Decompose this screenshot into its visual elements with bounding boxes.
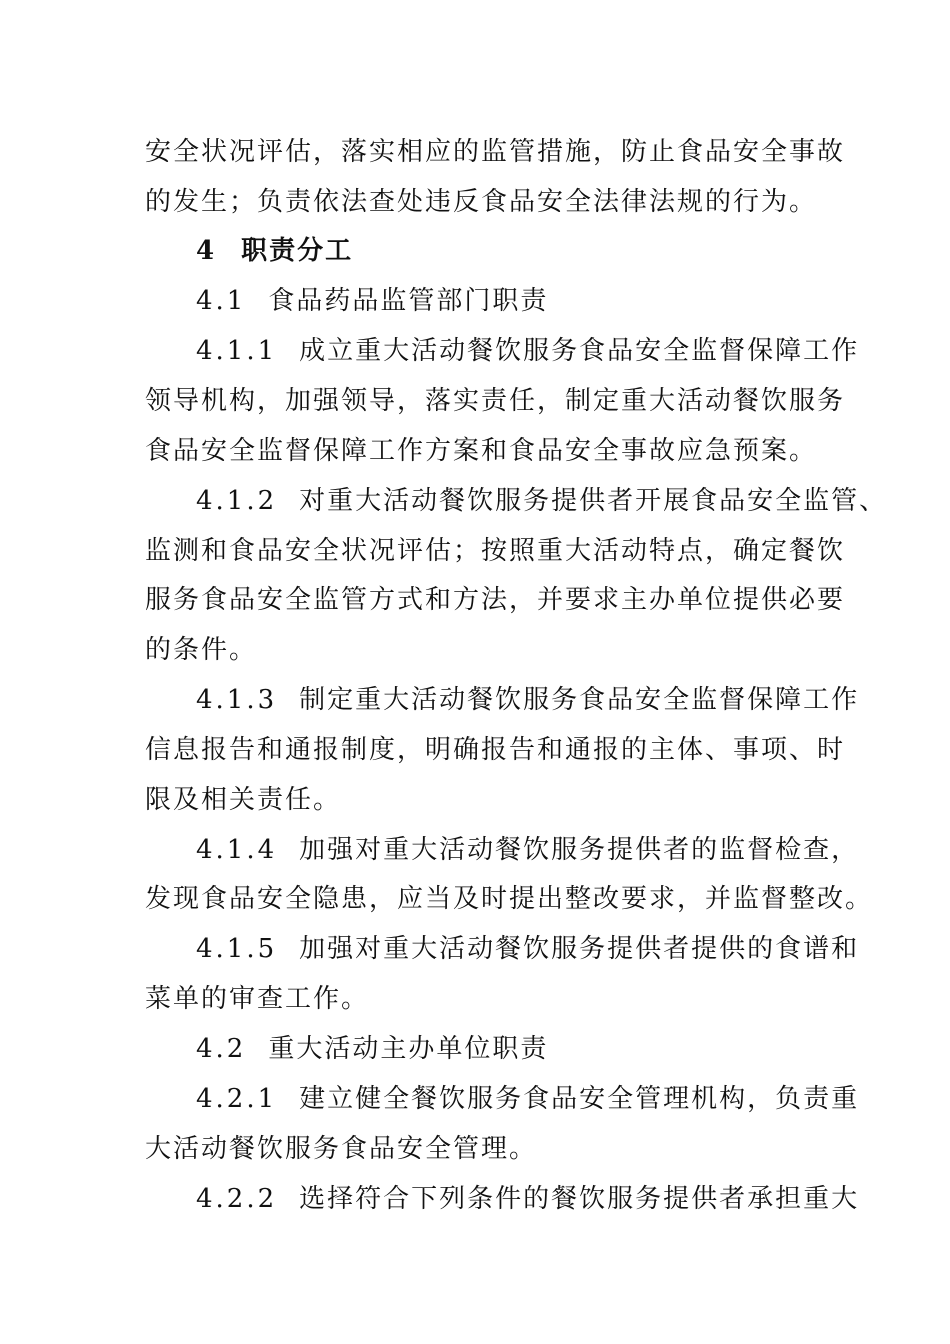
text-line: 信息报告和通报制度，明确报告和通报的主体、事项、时 bbox=[145, 735, 846, 765]
clause-number: 4.2.1 bbox=[196, 1084, 278, 1114]
text-line: 菜单的审查工作。 bbox=[145, 984, 370, 1014]
text-line: 发现食品安全隐患，应当及时提出整改要求，并监督整改。 bbox=[145, 884, 874, 914]
clause-text: 加强对重大活动餐饮服务提供者提供的食谱和 bbox=[299, 934, 860, 964]
clause-4-1-5 bbox=[196, 934, 859, 964]
section-title: 重大活动主办单位职责 bbox=[268, 1034, 549, 1064]
section-number: 4.1 bbox=[196, 286, 247, 316]
section-heading-4-1 bbox=[196, 286, 548, 316]
clause-4-1-1 bbox=[196, 336, 859, 366]
section-title: 职责分工 bbox=[241, 236, 354, 266]
clause-text: 选择符合下列条件的餐饮服务提供者承担重大 bbox=[299, 1184, 860, 1214]
text-line: 的条件。 bbox=[145, 635, 258, 665]
clause-text: 成立重大活动餐饮服务食品安全监督保障工作 bbox=[299, 336, 860, 366]
text-line: 限及相关责任。 bbox=[145, 785, 342, 815]
clause-number: 4.2.2 bbox=[196, 1184, 278, 1214]
clause-text: 制定重大活动餐饮服务食品安全监督保障工作 bbox=[299, 685, 860, 715]
clause-number: 4.1.3 bbox=[196, 685, 278, 715]
text-line: 安全状况评估，落实相应的监管措施，防止食品安全事故 bbox=[145, 137, 846, 167]
clause-text: 加强对重大活动餐饮服务提供者的监督检查， bbox=[299, 835, 860, 865]
section-title: 食品药品监管部门职责 bbox=[268, 286, 549, 316]
section-number: 4 bbox=[196, 236, 218, 266]
clause-number: 4.1.5 bbox=[196, 934, 278, 964]
clause-number: 4.1.1 bbox=[196, 336, 278, 366]
text-line: 监测和食品安全状况评估；按照重大活动特点，确定餐饮 bbox=[145, 536, 846, 566]
clause-4-1-2 bbox=[196, 486, 887, 516]
section-heading-4-2 bbox=[196, 1034, 548, 1064]
clause-4-2-1 bbox=[196, 1084, 859, 1114]
section-number: 4.2 bbox=[196, 1034, 247, 1064]
clause-4-1-4 bbox=[196, 835, 859, 865]
clause-number: 4.1.2 bbox=[196, 486, 278, 516]
text-line: 食品安全监督保障工作方案和食品安全事故应急预案。 bbox=[145, 436, 818, 466]
text-line: 服务食品安全监管方式和方法，并要求主办单位提供必要 bbox=[145, 585, 846, 615]
clause-text: 建立健全餐饮服务食品安全管理机构，负责重 bbox=[299, 1084, 860, 1114]
section-heading-4 bbox=[196, 236, 353, 266]
text-line: 大活动餐饮服务食品安全管理。 bbox=[145, 1134, 538, 1164]
text-line: 的发生；负责依法查处违反食品安全法律法规的行为。 bbox=[145, 187, 818, 217]
clause-text: 对重大活动餐饮服务提供者开展食品安全监管、 bbox=[299, 486, 888, 516]
clause-4-1-3 bbox=[196, 685, 859, 715]
text-line: 领导机构，加强领导，落实责任，制定重大活动餐饮服务 bbox=[145, 386, 846, 416]
clause-number: 4.1.4 bbox=[196, 835, 278, 865]
clause-4-2-2 bbox=[196, 1184, 859, 1214]
